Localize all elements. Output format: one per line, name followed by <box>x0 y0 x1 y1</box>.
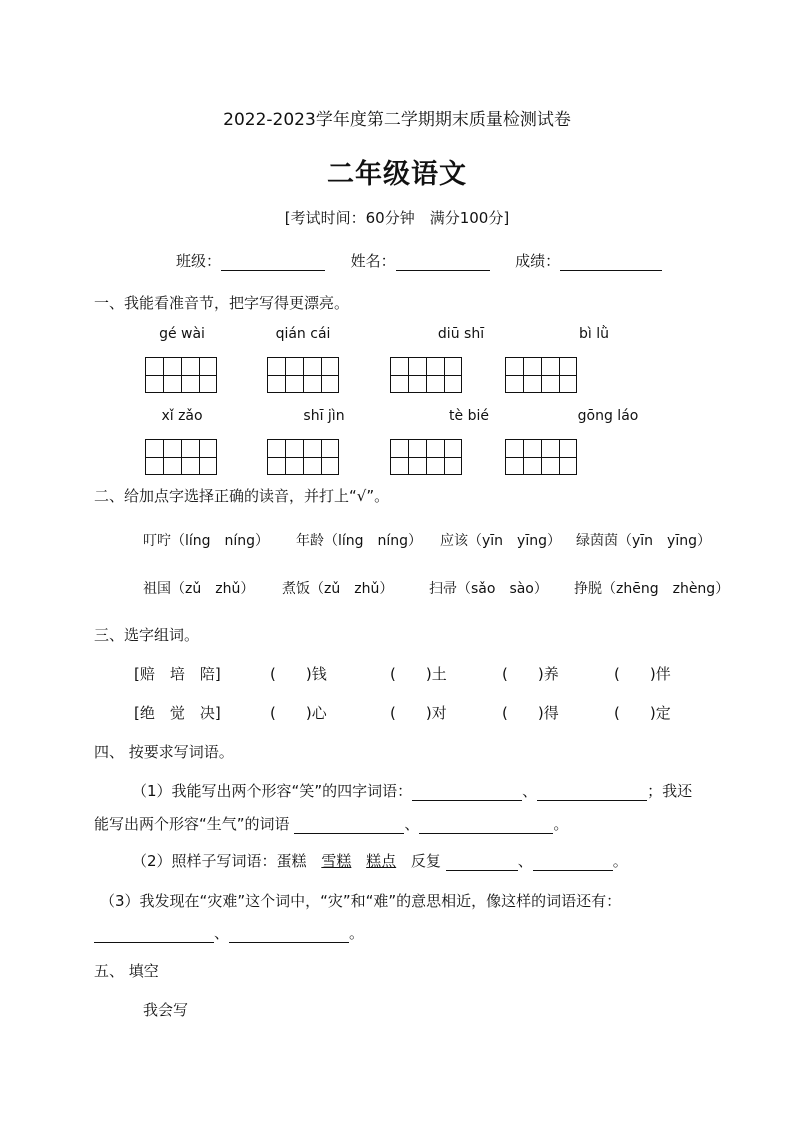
exam-title: 2022-2023学年度第二学期期末质量检测试卷 <box>223 110 571 130</box>
q5-subtitle: 我会写 <box>143 1001 189 1019</box>
name-blank <box>396 254 490 271</box>
fill-blank[interactable]: ( )钱 <box>270 665 327 683</box>
target-word: 反复 <box>410 852 441 870</box>
writing-grid[interactable] <box>505 357 577 393</box>
period: 。 <box>349 924 365 942</box>
q4-part3-answers <box>94 922 364 943</box>
q3-title: 三、选字组词。 <box>94 626 200 644</box>
reading-choice[interactable]: 扫帚（sǎo sào） <box>429 581 548 597</box>
reading-choice[interactable]: 祖国（zǔ zhǔ） <box>143 581 255 597</box>
q4-part1-line1 <box>132 780 692 801</box>
q4-part2-prompt: （2）照样子写词语：蛋糕 <box>132 852 307 870</box>
answer-blank[interactable] <box>412 784 522 801</box>
pinyin: xǐ zǎo <box>161 408 203 424</box>
pinyin: gé wài <box>159 326 205 342</box>
answer-blank[interactable] <box>94 926 214 943</box>
pinyin: shī jìn <box>303 408 345 424</box>
pinyin: gōng láo <box>577 408 639 424</box>
student-info-line <box>176 250 662 271</box>
q4-part2 <box>132 850 628 871</box>
separator: 、 <box>522 782 538 800</box>
fill-blank[interactable]: ( )定 <box>614 704 671 722</box>
separator: 、 <box>214 924 230 942</box>
reading-choice[interactable]: 年龄（líng níng） <box>296 533 423 549</box>
q4-part3-prompt: （3）我发现在“灾难”这个词中，“灾”和“难”的意思相近，像这样的词语还有： <box>100 892 622 910</box>
reading-choice[interactable]: 煮饭（zǔ zhǔ） <box>282 581 394 597</box>
class-blank <box>221 254 325 271</box>
example-word: 糕点 <box>366 852 397 870</box>
answer-blank[interactable] <box>419 817 553 834</box>
subject-title: 二年级语文 <box>327 159 467 190</box>
writing-grid[interactable] <box>145 439 217 475</box>
q1-title: 一、我能看准音节，把字写得更漂亮。 <box>94 294 350 312</box>
writing-grid[interactable] <box>145 357 217 393</box>
answer-blank[interactable] <box>229 926 349 943</box>
exam-info: [考试时间：60分钟 满分100分] <box>284 209 510 227</box>
reading-choice[interactable]: 挣脱（zhēng zhèng） <box>574 581 730 597</box>
q2-title: 二、给加点字选择正确的读音，并打上“√”。 <box>94 487 390 505</box>
separator: 、 <box>517 852 533 870</box>
fill-blank[interactable]: ( )得 <box>502 704 559 722</box>
pinyin: qián cái <box>275 326 331 342</box>
pinyin: tè bié <box>449 408 489 424</box>
separator: 、 <box>404 815 420 833</box>
answer-blank[interactable] <box>446 854 518 871</box>
q4-part1-prompt: （1）我能写出两个形容“笑”的四字词语： <box>132 782 413 800</box>
reading-choice[interactable]: 绿茵茵（yīn yīng） <box>576 533 711 549</box>
score-blank <box>560 254 662 271</box>
pinyin: bì lǜ <box>579 326 609 342</box>
writing-grid[interactable] <box>267 439 339 475</box>
fill-blank[interactable]: ( )养 <box>502 665 559 683</box>
pinyin: diū shī <box>437 326 485 342</box>
writing-grid[interactable] <box>390 357 462 393</box>
reading-choice[interactable]: 叮咛（líng níng） <box>143 533 270 549</box>
q4-part1-prompt2: 能写出两个形容“生气”的词语 <box>94 815 290 833</box>
writing-grid[interactable] <box>390 439 462 475</box>
answer-blank[interactable] <box>537 784 647 801</box>
fill-blank[interactable]: ( )伴 <box>614 665 671 683</box>
period: 。 <box>612 852 628 870</box>
writing-grid[interactable] <box>267 357 339 393</box>
fill-blank[interactable]: ( )心 <box>270 704 327 722</box>
char-group: [绝 觉 决] <box>134 704 221 722</box>
class-label: 班级： <box>176 252 222 270</box>
q4-title: 四、 按要求写词语。 <box>94 743 234 761</box>
name-label: 姓名： <box>350 252 396 270</box>
example-word: 雪糕 <box>321 852 352 870</box>
reading-choice[interactable]: 应该（yīn yīng） <box>440 533 561 549</box>
answer-blank[interactable] <box>533 854 613 871</box>
writing-grid[interactable] <box>505 439 577 475</box>
answer-blank[interactable] <box>294 817 404 834</box>
q4-part1-line2 <box>94 813 568 834</box>
q4-part1-cont: ；我还 <box>647 782 693 800</box>
period: 。 <box>553 815 569 833</box>
fill-blank[interactable]: ( )对 <box>390 704 447 722</box>
char-group: [赔 培 陪] <box>134 665 221 683</box>
q5-title: 五、 填空 <box>94 962 159 980</box>
score-label: 成绩： <box>515 252 561 270</box>
fill-blank[interactable]: ( )土 <box>390 665 447 683</box>
